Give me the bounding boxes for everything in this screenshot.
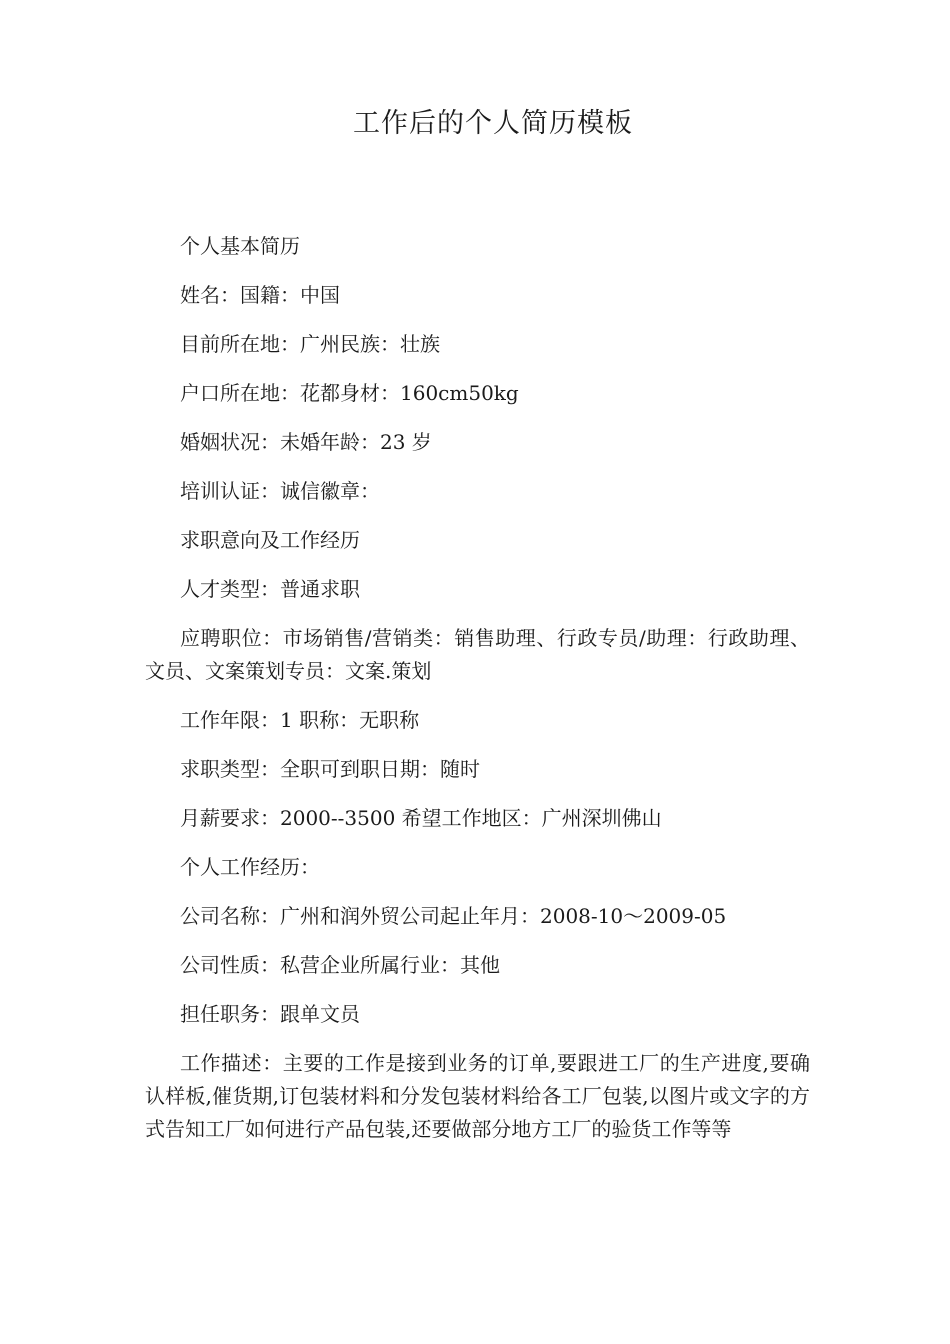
company-nature-industry-line: 公司性质：私营企业所属行业：其他 xyxy=(180,953,500,977)
document-title: 工作后的个人简历模板 xyxy=(353,108,633,139)
location-ethnicity-line: 目前所在地：广州民族：壮族 xyxy=(180,332,440,356)
training-certification-line: 培训认证：诚信徽章： xyxy=(180,479,380,503)
section-heading-work-history: 个人工作经历： xyxy=(180,855,320,879)
marital-age-line: 婚姻状况：未婚年龄：23 岁 xyxy=(180,430,432,454)
job-description-paragraph: 工作描述：主要的工作是接到业务的订单,要跟进工厂的生产进度,要确认样板,催货期,订包装材料和分发包装材料给各工厂包装,以图片或文字的方式告知工厂如何进行产品包装,还要做部分地方工厂的验货工作等等 xyxy=(145,1051,810,1141)
hukou-physique-line: 户口所在地：花都身材：160cm50kg xyxy=(180,381,519,405)
name-nationality-line: 姓名：国籍：中国 xyxy=(180,283,340,307)
work-years-title-line: 工作年限：1 职称：无职称 xyxy=(180,708,420,732)
job-role-line: 担任职务：跟单文员 xyxy=(180,1002,360,1026)
section-heading-basic-info: 个人基本简历 xyxy=(180,234,300,258)
salary-location-line: 月薪要求：2000--3500 希望工作地区：广州深圳佛山 xyxy=(180,806,662,830)
applied-position-line: 应聘职位：市场销售/营销类：销售助理、行政专员/助理：行政助理、文员、文案策划专员：文案.策划 xyxy=(145,626,810,683)
job-type-start-date-line: 求职类型：全职可到职日期：随时 xyxy=(180,757,480,781)
company-name-period-line: 公司名称：广州和润外贸公司起止年月：2008-10～2009-05 xyxy=(180,904,727,928)
document-body xyxy=(145,230,810,1162)
talent-type-line: 人才类型：普通求职 xyxy=(180,577,360,601)
section-heading-job-intent: 求职意向及工作经历 xyxy=(180,528,360,552)
